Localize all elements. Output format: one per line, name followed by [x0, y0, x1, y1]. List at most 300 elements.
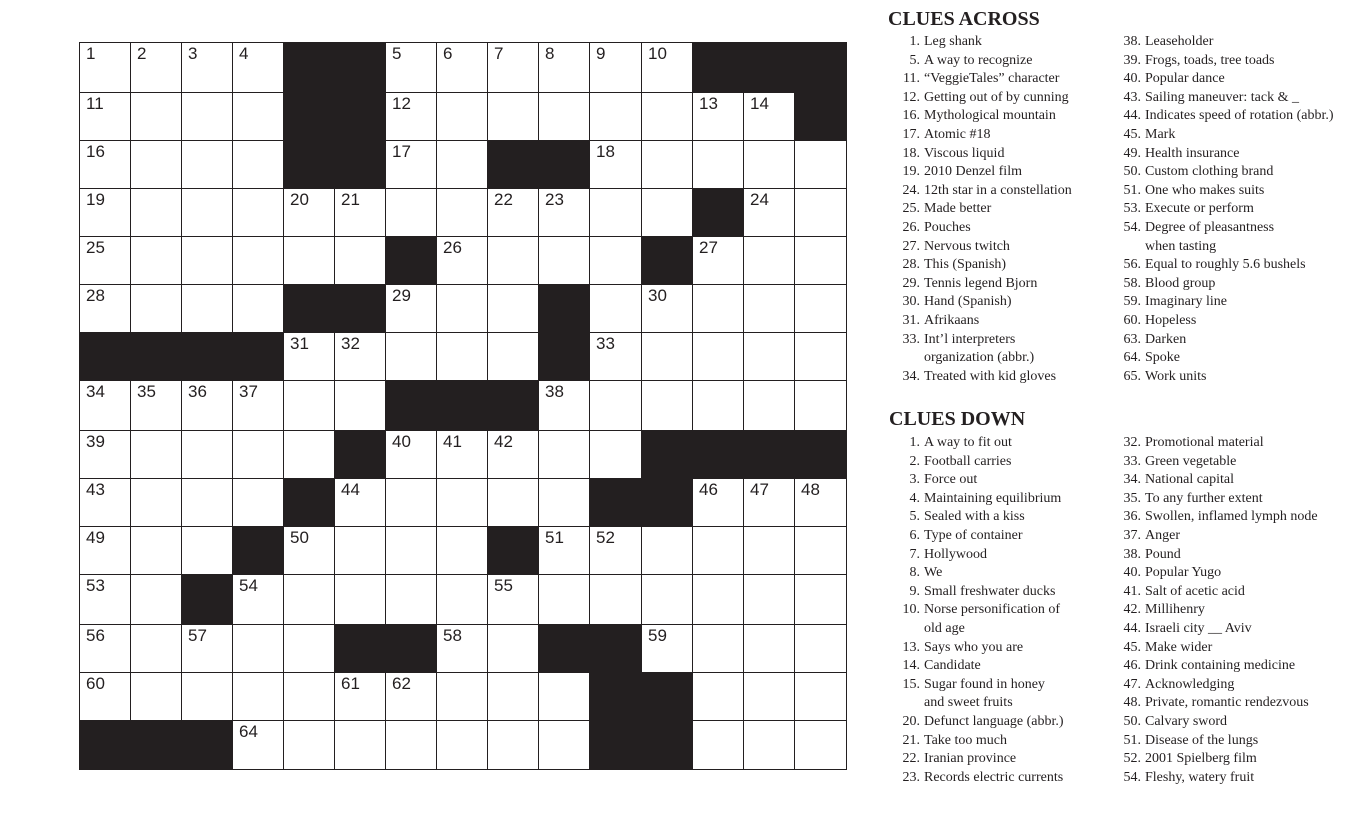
grid-cell[interactable] [131, 479, 182, 527]
grid-cell[interactable] [539, 381, 590, 431]
grid-cell[interactable] [233, 189, 284, 237]
grid-cell[interactable] [795, 625, 846, 673]
grid-cell[interactable] [233, 141, 284, 189]
grid-cell[interactable] [80, 527, 131, 575]
grid-cell[interactable] [642, 527, 693, 575]
clue-item[interactable] [893, 732, 1133, 751]
clue-item-number: 11. [903, 71, 920, 87]
grid-cell[interactable] [590, 285, 642, 333]
clue-item[interactable] [1114, 312, 1354, 331]
grid-cell[interactable] [80, 43, 131, 93]
clue-item[interactable] [1114, 293, 1354, 312]
grid-cell[interactable] [233, 625, 284, 673]
grid-cell[interactable] [437, 625, 488, 673]
clue-item-number: 39. [1123, 52, 1141, 68]
clue-item-number: 21. [902, 732, 920, 748]
grid-cell[interactable] [488, 333, 539, 381]
grid-cell[interactable] [233, 93, 284, 141]
block-cell [744, 43, 795, 93]
grid-cell[interactable] [80, 625, 131, 673]
block-cell [131, 721, 182, 769]
clue-item-text: Execute or perform [1145, 201, 1254, 217]
clue-item[interactable] [893, 546, 1133, 565]
block-cell [335, 625, 386, 673]
clue-item-text: Iranian province [924, 751, 1017, 767]
block-cell [437, 381, 488, 431]
clue-item[interactable] [1114, 52, 1354, 71]
clue-number: 44 [341, 480, 360, 499]
clue-item[interactable] [1114, 275, 1354, 294]
clue-item-number: 13. [902, 639, 920, 655]
clue-item[interactable] [893, 238, 1133, 257]
clue-item-number [893, 620, 920, 639]
grid-cell[interactable] [488, 575, 539, 625]
grid-cell[interactable] [590, 527, 642, 575]
clue-item[interactable] [1114, 219, 1354, 238]
clue-item[interactable] [893, 620, 1133, 639]
grid-cell[interactable] [80, 381, 131, 431]
clue-item[interactable] [893, 200, 1133, 219]
grid-cell[interactable] [590, 575, 642, 625]
grid-cell[interactable] [80, 93, 131, 141]
clue-item[interactable] [893, 490, 1133, 509]
clue-item-number: 25. [902, 201, 920, 217]
grid-cell[interactable] [488, 431, 539, 479]
grid-cell[interactable] [693, 333, 744, 381]
clue-item[interactable] [1114, 639, 1354, 658]
grid-cell[interactable] [488, 721, 539, 769]
clue-item[interactable] [893, 713, 1133, 732]
grid-cell[interactable] [233, 43, 284, 93]
grid-cell[interactable] [744, 575, 795, 625]
grid-cell[interactable] [693, 285, 744, 333]
clue-item[interactable] [1114, 657, 1354, 676]
grid-cell[interactable] [284, 333, 335, 381]
clue-item-number: 29. [902, 275, 920, 291]
grid-cell[interactable] [233, 479, 284, 527]
clue-item[interactable] [893, 52, 1133, 71]
grid-cell[interactable] [693, 479, 744, 527]
grid-cell[interactable] [80, 285, 131, 333]
grid-cell[interactable] [590, 141, 642, 189]
clue-item-text: Football carries [924, 453, 1012, 469]
grid-cell[interactable] [590, 333, 642, 381]
grid-cell[interactable] [437, 673, 488, 721]
grid-cell[interactable] [335, 721, 386, 769]
grid-cell[interactable] [744, 381, 795, 431]
grid-cell[interactable] [284, 575, 335, 625]
grid-cell[interactable] [539, 189, 590, 237]
grid-cell[interactable] [590, 43, 642, 93]
clue-item[interactable] [1114, 434, 1354, 453]
grid-cell[interactable] [744, 721, 795, 769]
grid-cell[interactable] [335, 673, 386, 721]
grid-cell[interactable] [590, 431, 642, 479]
grid-cell[interactable] [539, 237, 590, 285]
grid-cell[interactable] [795, 527, 846, 575]
grid-cell[interactable] [182, 625, 233, 673]
grid-cell[interactable] [488, 43, 539, 93]
block-cell [335, 43, 386, 93]
clue-item[interactable] [1114, 368, 1354, 387]
clue-item[interactable] [893, 70, 1133, 89]
grid-cell[interactable] [386, 285, 437, 333]
clue-item-text: Norse personification of [924, 602, 1061, 618]
grid-cell[interactable] [182, 431, 233, 479]
clue-item[interactable] [1114, 238, 1354, 257]
clue-number: 8 [545, 44, 555, 63]
grid-cell[interactable] [642, 285, 693, 333]
grid-cell[interactable] [386, 479, 437, 527]
grid-cell[interactable] [131, 381, 182, 431]
block-cell [182, 721, 233, 769]
clue-item[interactable] [1114, 200, 1354, 219]
grid-cell[interactable] [744, 237, 795, 285]
grid-cell[interactable] [182, 479, 233, 527]
clue-item[interactable] [893, 676, 1133, 695]
grid-cell[interactable] [182, 43, 233, 93]
grid-cell[interactable] [693, 575, 744, 625]
grid-cell[interactable] [590, 93, 642, 141]
clue-number: 25 [86, 238, 105, 257]
clue-item[interactable] [893, 583, 1133, 602]
clue-item-text: Take too much [924, 732, 1007, 748]
clue-item[interactable] [893, 145, 1133, 164]
grid-cell[interactable] [233, 673, 284, 721]
grid-cell[interactable] [335, 381, 386, 431]
grid-cell[interactable] [693, 93, 744, 141]
grid-cell[interactable] [795, 575, 846, 625]
clue-item[interactable] [1114, 732, 1354, 751]
grid-cell[interactable] [744, 285, 795, 333]
grid-cell[interactable] [795, 721, 846, 769]
grid-cell[interactable] [284, 381, 335, 431]
clue-item[interactable] [893, 564, 1133, 583]
grid-cell[interactable] [488, 285, 539, 333]
grid-cell[interactable] [488, 237, 539, 285]
grid-cell[interactable] [744, 93, 795, 141]
grid-cell[interactable] [80, 673, 131, 721]
grid-cell[interactable] [488, 479, 539, 527]
grid-cell[interactable] [233, 285, 284, 333]
block-cell [590, 673, 642, 721]
grid-cell[interactable] [539, 479, 590, 527]
grid-cell[interactable] [693, 527, 744, 575]
clue-item[interactable] [1114, 331, 1354, 350]
clue-item[interactable] [1114, 508, 1354, 527]
grid-cell[interactable] [80, 141, 131, 189]
grid-cell[interactable] [437, 141, 488, 189]
grid-cell[interactable] [233, 575, 284, 625]
clue-item[interactable] [893, 471, 1133, 490]
grid-cell[interactable] [642, 93, 693, 141]
grid-cell[interactable] [131, 673, 182, 721]
grid-cell[interactable] [795, 381, 846, 431]
clue-item[interactable] [1114, 89, 1354, 108]
clue-item-text: Force out [924, 472, 978, 488]
grid-cell[interactable] [386, 189, 437, 237]
clue-item[interactable] [893, 349, 1133, 368]
clue-item[interactable] [1114, 583, 1354, 602]
grid-cell[interactable] [539, 575, 590, 625]
grid-cell[interactable] [539, 721, 590, 769]
grid-cell[interactable] [386, 527, 437, 575]
grid-cell[interactable] [437, 189, 488, 237]
grid-cell[interactable] [590, 381, 642, 431]
grid-cell[interactable] [233, 721, 284, 769]
clue-item[interactable] [893, 434, 1133, 453]
grid-cell[interactable] [437, 237, 488, 285]
grid-cell[interactable] [386, 673, 437, 721]
clue-item-text: Popular Yugo [1145, 565, 1222, 581]
clue-item-text: Swollen, inflamed lymph node [1145, 509, 1318, 525]
grid-cell[interactable] [744, 625, 795, 673]
block-cell [335, 285, 386, 333]
down-clues-column-1 [893, 434, 1133, 787]
grid-cell[interactable] [386, 333, 437, 381]
clue-item-text: Hand (Spanish) [924, 294, 1012, 310]
clue-item[interactable] [893, 508, 1133, 527]
grid-cell[interactable] [488, 93, 539, 141]
block-cell [284, 285, 335, 333]
clue-item[interactable] [893, 182, 1133, 201]
clue-item-number: 63. [1123, 331, 1141, 347]
clue-item[interactable] [1114, 564, 1354, 583]
grid-cell[interactable] [335, 479, 386, 527]
clue-item-text: Acknowledging [1145, 676, 1235, 692]
clue-item[interactable] [1114, 163, 1354, 182]
grid-cell[interactable] [284, 237, 335, 285]
grid-cell[interactable] [80, 431, 131, 479]
clue-item[interactable] [1114, 769, 1354, 788]
clue-item[interactable] [1114, 546, 1354, 565]
block-cell [795, 43, 846, 93]
clue-item[interactable] [893, 639, 1133, 658]
grid-cell[interactable] [386, 141, 437, 189]
clue-item[interactable] [1114, 694, 1354, 713]
grid-cell[interactable] [80, 237, 131, 285]
clue-item-text: 2001 Spielberg film [1145, 751, 1257, 767]
clue-item[interactable] [1114, 145, 1354, 164]
clue-item-text: Degree of pleasantness [1145, 219, 1275, 235]
grid-cell[interactable] [795, 189, 846, 237]
clue-item[interactable] [1114, 490, 1354, 509]
grid-cell[interactable] [539, 673, 590, 721]
grid-cell[interactable] [284, 721, 335, 769]
grid-cell[interactable] [642, 189, 693, 237]
grid-cell[interactable] [335, 575, 386, 625]
clue-item[interactable] [893, 368, 1133, 387]
grid-cell[interactable] [437, 721, 488, 769]
grid-cell[interactable] [642, 381, 693, 431]
grid-cell[interactable] [539, 431, 590, 479]
clue-item[interactable] [893, 33, 1133, 52]
clue-item[interactable] [1114, 676, 1354, 695]
clue-item[interactable] [893, 163, 1133, 182]
grid-cell[interactable] [182, 673, 233, 721]
clue-item-number: 7. [909, 546, 920, 562]
grid-cell[interactable] [693, 237, 744, 285]
grid-cell[interactable] [131, 431, 182, 479]
grid-cell[interactable] [590, 189, 642, 237]
grid-cell[interactable] [437, 527, 488, 575]
grid-cell[interactable] [80, 479, 131, 527]
clue-item[interactable] [893, 89, 1133, 108]
grid-cell[interactable] [182, 527, 233, 575]
grid-cell[interactable] [284, 431, 335, 479]
grid-cell[interactable] [182, 285, 233, 333]
grid-cell[interactable] [386, 43, 437, 93]
grid-cell[interactable] [437, 431, 488, 479]
down-clues-column-2 [1114, 434, 1354, 787]
grid-cell[interactable] [744, 333, 795, 381]
grid-cell[interactable] [795, 479, 846, 527]
grid-cell[interactable] [744, 141, 795, 189]
grid-cell[interactable] [642, 575, 693, 625]
grid-cell[interactable] [386, 431, 437, 479]
clue-item[interactable] [1114, 70, 1354, 89]
clue-item[interactable] [893, 293, 1133, 312]
clue-item[interactable] [1114, 256, 1354, 275]
clue-item-text: Israeli city __ Aviv [1145, 620, 1252, 636]
grid-cell[interactable] [182, 237, 233, 285]
clue-item-number: 47. [1123, 676, 1141, 692]
grid-cell[interactable] [488, 625, 539, 673]
grid-cell[interactable] [488, 189, 539, 237]
clue-item[interactable] [893, 453, 1133, 472]
grid-cell[interactable] [131, 237, 182, 285]
clue-item[interactable] [893, 256, 1133, 275]
grid-cell[interactable] [233, 431, 284, 479]
grid-cell[interactable] [131, 285, 182, 333]
grid-cell[interactable] [795, 141, 846, 189]
grid-cell[interactable] [182, 381, 233, 431]
grid-cell[interactable] [386, 575, 437, 625]
grid-cell[interactable] [744, 673, 795, 721]
clue-item[interactable] [893, 657, 1133, 676]
grid-cell[interactable] [284, 527, 335, 575]
grid-cell[interactable] [642, 333, 693, 381]
grid-cell[interactable] [437, 93, 488, 141]
grid-cell[interactable] [386, 93, 437, 141]
grid-cell[interactable] [437, 285, 488, 333]
grid-cell[interactable] [386, 721, 437, 769]
clue-item[interactable] [893, 694, 1133, 713]
clue-item[interactable] [1114, 601, 1354, 620]
clue-item[interactable] [1114, 620, 1354, 639]
grid-cell[interactable] [233, 237, 284, 285]
clue-item-number: 20. [902, 713, 920, 729]
clue-item-number: 12. [902, 89, 920, 105]
clue-item[interactable] [1114, 126, 1354, 145]
grid-cell[interactable] [539, 527, 590, 575]
clue-item[interactable] [1114, 182, 1354, 201]
clue-item[interactable] [1114, 750, 1354, 769]
grid-cell[interactable] [131, 575, 182, 625]
grid-cell[interactable] [693, 625, 744, 673]
clue-item[interactable] [893, 126, 1133, 145]
clue-number: 3 [188, 44, 198, 63]
grid-cell[interactable] [437, 43, 488, 93]
clue-item[interactable] [1114, 471, 1354, 490]
clue-item[interactable] [893, 107, 1133, 126]
grid-cell[interactable] [182, 189, 233, 237]
grid-cell[interactable] [131, 93, 182, 141]
grid-cell[interactable] [795, 237, 846, 285]
grid-cell[interactable] [80, 575, 131, 625]
grid-cell[interactable] [437, 575, 488, 625]
grid-cell[interactable] [693, 721, 744, 769]
clue-item[interactable] [1114, 33, 1354, 52]
clue-item[interactable] [1114, 349, 1354, 368]
grid-cell[interactable] [795, 333, 846, 381]
grid-cell[interactable] [488, 673, 539, 721]
grid-cell[interactable] [539, 93, 590, 141]
block-cell [284, 141, 335, 189]
clue-item[interactable] [893, 601, 1133, 620]
clue-item-number: 43. [1123, 89, 1141, 105]
grid-cell[interactable] [80, 189, 131, 237]
grid-cell[interactable] [693, 141, 744, 189]
grid-cell[interactable] [744, 479, 795, 527]
clue-item[interactable] [893, 750, 1133, 769]
grid-cell[interactable] [744, 189, 795, 237]
clue-item[interactable] [893, 275, 1133, 294]
grid-cell[interactable] [642, 43, 693, 93]
grid-cell[interactable] [335, 237, 386, 285]
grid-cell[interactable] [284, 189, 335, 237]
clue-item[interactable] [893, 331, 1133, 350]
grid-cell[interactable] [642, 625, 693, 673]
grid-cell[interactable] [131, 141, 182, 189]
grid-cell[interactable] [437, 479, 488, 527]
clue-item[interactable] [1114, 527, 1354, 546]
grid-cell[interactable] [590, 237, 642, 285]
grid-cell[interactable] [284, 673, 335, 721]
clue-item[interactable] [893, 312, 1133, 331]
grid-cell[interactable] [693, 381, 744, 431]
grid-cell[interactable] [642, 141, 693, 189]
grid-cell[interactable] [182, 141, 233, 189]
clue-item[interactable] [1114, 453, 1354, 472]
grid-cell[interactable] [335, 189, 386, 237]
grid-cell[interactable] [233, 381, 284, 431]
clue-item[interactable] [893, 769, 1133, 788]
grid-cell[interactable] [335, 333, 386, 381]
grid-cell[interactable] [795, 673, 846, 721]
grid-cell[interactable] [182, 93, 233, 141]
clue-number: 4 [239, 44, 249, 63]
block-cell [335, 431, 386, 479]
clue-number: 64 [239, 722, 258, 741]
clue-item[interactable] [1114, 107, 1354, 126]
clue-item[interactable] [893, 219, 1133, 238]
clue-item[interactable] [1114, 713, 1354, 732]
grid-cell[interactable] [795, 285, 846, 333]
grid-cell[interactable] [131, 43, 182, 93]
grid-cell[interactable] [131, 189, 182, 237]
grid-cell[interactable] [539, 43, 590, 93]
grid-cell[interactable] [131, 625, 182, 673]
grid-cell[interactable] [335, 527, 386, 575]
grid-cell[interactable] [744, 527, 795, 575]
clue-item[interactable] [893, 527, 1133, 546]
clue-item-text: Health insurance [1145, 145, 1240, 161]
grid-cell[interactable] [437, 333, 488, 381]
grid-cell[interactable] [693, 673, 744, 721]
grid-cell[interactable] [284, 625, 335, 673]
grid-cell[interactable] [131, 527, 182, 575]
